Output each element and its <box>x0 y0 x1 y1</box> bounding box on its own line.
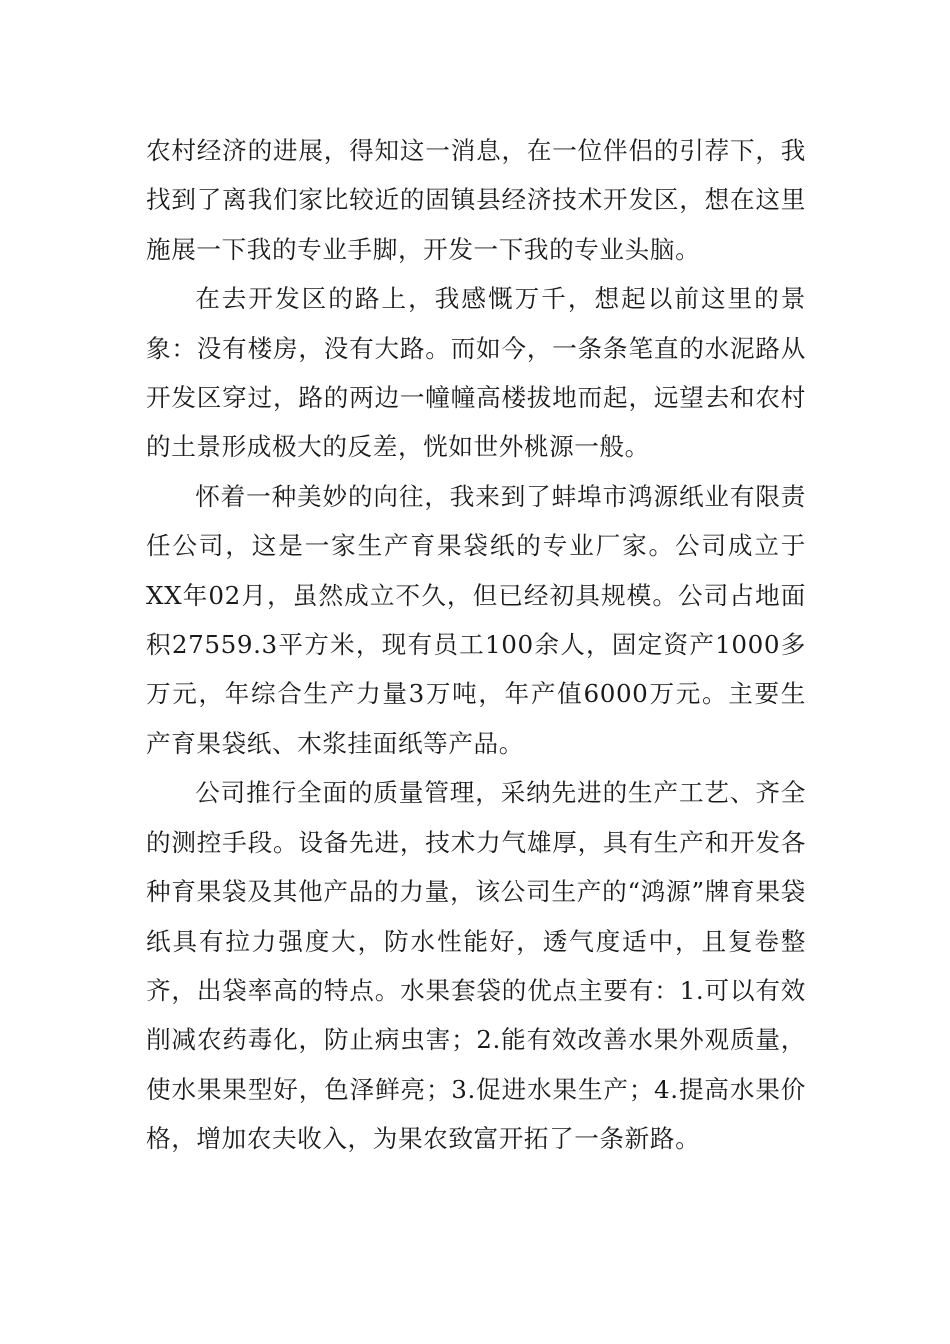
paragraph-1: 农村经济的进展，得知这一消息，在一位伴侣的引荐下，我找到了离我们家比较近的固镇县经济技术开发区，想在这里施展一下我的专业手脚，开发一下我的专业头脑。 <box>146 136 806 264</box>
paragraph-4: 公司推行全面的质量管理，采纳先进的生产工艺、齐全的测控手段。设备先进，技术力气雄厚，具有生产和开发各种育果袋及其他产品的力量，该公司生产的“鸿源”牌育果袋纸具有拉力强度大，防水性能好，透气度适中，且复卷整齐，出袋率高的特点。水果套袋的优点主要有：1.可以有效削减农药毒化，防止病虫害；2.能有效改善水果外观质量，使水果果型好，色泽鲜亮；3.促进水果生产；4.提高水果价格，增加农夫收入，为果农致富开拓了一条新路。 <box>146 778 806 1154</box>
paragraph-2: 在去开发区的路上，我感慨万千，想起以前这里的景象：没有楼房，没有大路。而如今，一条条笔直的水泥路从开发区穿过，路的两边一幢幢高楼拔地而起，远望去和农村的土景形成极大的反差，恍如世外桃源一般。 <box>146 284 806 462</box>
paragraph-3: 怀着一种美妙的向往，我来到了蚌埠市鸿源纸业有限责任公司，这是一家生产育果袋纸的专业厂家。公司成立于XX年02月，虽然成立不久，但已经初具规模。公司占地面积27559.3平方米，现有员工100余人，固定资产1000多万元，年综合生产力量3万吨，年产值6000万元。主要生产育果袋纸、木浆挂面纸等产品。 <box>146 481 806 758</box>
document-page <box>146 126 806 1164</box>
